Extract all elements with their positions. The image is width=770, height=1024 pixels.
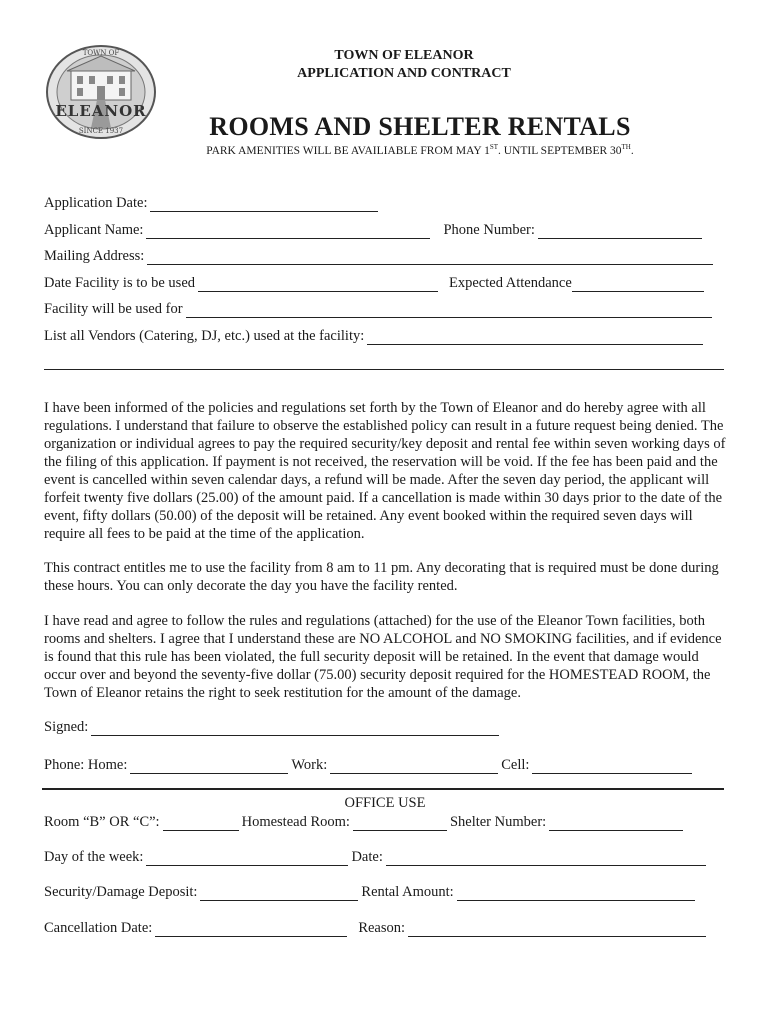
seal-name-text: ELEANOR [55,102,147,120]
seal-since-text: SINCE 1937 [78,127,124,135]
seal-top-text: TOWN OF [82,49,120,57]
mailing-address-row [44,248,724,265]
header-town: TOWN OF ELEANOR [334,48,474,63]
application-date-label: Application Date: [44,195,148,211]
room-bc-label: Room “B” OR “C”: [44,814,160,830]
room-row [44,814,724,831]
phone-number-label: Phone Number: [443,222,535,238]
mailing-address-label: Mailing Address: [44,248,145,264]
signed-label: Signed: [44,719,89,735]
application-date-field[interactable] [150,197,378,212]
vendors-label: List all Vendors (Catering, DJ, etc.) used at the facility: [44,328,365,344]
availability-note: PARK AMENITIES WILL BE AVAILIABLE FROM MAY 1ST. UNTIL SEPTEMBER 30TH. [206,143,634,157]
shelter-number-label: Shelter Number: [449,814,547,830]
work-label: Work: [291,757,328,773]
hours-paragraph: This contract entitles me to use the facility from 8 am to 11 pm. Any decorating that is required must be done during these hours. You can only decorate the day you have the facility rented. [44,560,719,594]
rental-amount-label: Rental Amount: [361,884,454,900]
date-facility-row [44,275,724,292]
page-title: ROOMS AND SHELTER RENTALS [209,112,631,141]
reason-label: Reason: [358,920,406,936]
signed-row [44,719,724,736]
cancellation-row [44,920,724,937]
office-use-divider [42,788,724,790]
facility-used-for-label: Facility will be used for [44,301,183,317]
rental-amount-field[interactable] [457,886,695,901]
cancellation-date-field[interactable] [155,922,347,937]
rules-paragraph: I have read and agree to follow the rules and regulations (attached) for the use of the Eleanor Town facilities, both rooms and shelters. I agree that I understand these are NO ALCOHOL and NO SMOKING facilities, and if evidence is found that this rule has been violated, the full security deposit will be retained. In the event that damage would occur over and beyond the seventy-five dollar (75.00) security deposit required for the HOMESTEAD ROOM, the Town of Eleanor retains the right to seek restitution for the amount of the damage. [44,613,722,701]
policy-paragraph: I have been informed of the policies and regulations set forth by the Town of Eleanor and do hereby agree with all regulations. I understand that failure to observe the established policy can result in a future request being denied. The organization or individual agrees to pay the required security/key deposit and rental fee within seven working days of the filing of this application. If payment is not received, the reservation will be void. If the fee has been paid and the event is cancelled within seven calendar days, a refund will be made. After the seven day period, the applicant will forfeit twenty five dollars (25.00) of the amount paid. If a cancellation is made within 30 days prior to the date of the event, fifty dollars (50.00) of the deposit will be retained. Any event booked within the required seven days will require all fees to be paid at the time of the application. [44,400,726,542]
vendors-field-continued[interactable] [44,355,724,370]
homestead-room-field[interactable] [353,816,447,831]
cancellation-date-label: Cancellation Date: [44,920,153,936]
header-application: APPLICATION AND CONTRACT [297,66,511,81]
date-facility-field[interactable] [198,277,438,292]
applicant-name-field[interactable] [146,224,430,239]
shelter-number-field[interactable] [549,816,683,831]
security-deposit-label: Security/Damage Deposit: [44,884,198,900]
phone-number-field[interactable] [538,224,702,239]
date-label: Date: [351,849,383,865]
vendors-field[interactable] [367,330,703,345]
application-date-row [44,195,724,212]
day-of-week-field[interactable] [146,851,348,866]
vendors-row [44,328,724,345]
reason-field[interactable] [408,922,706,937]
day-row [44,849,724,866]
phone-home-field[interactable] [130,759,288,774]
day-of-week-label: Day of the week: [44,849,144,865]
date-facility-label: Date Facility is to be used [44,275,196,291]
applicant-name-row [44,222,724,239]
phone-row [44,757,724,774]
homestead-room-label: Homestead Room: [241,814,350,830]
expected-attendance-field[interactable] [572,277,704,292]
work-phone-field[interactable] [330,759,498,774]
date-field[interactable] [386,851,706,866]
facility-used-for-row [44,301,724,318]
office-use-heading: OFFICE USE [344,795,426,811]
applicant-name-label: Applicant Name: [44,222,144,238]
expected-attendance-label: Expected Attendance [449,275,572,291]
deposit-row [44,884,724,901]
cell-label: Cell: [501,757,530,773]
facility-used-for-field[interactable] [186,303,712,318]
mailing-address-field[interactable] [147,250,713,265]
security-deposit-field[interactable] [200,886,358,901]
room-bc-field[interactable] [163,816,239,831]
town-seal-logo [45,44,157,140]
cell-phone-field[interactable] [532,759,692,774]
phone-home-label: Phone: Home: [44,757,128,773]
signature-field[interactable] [91,721,499,736]
